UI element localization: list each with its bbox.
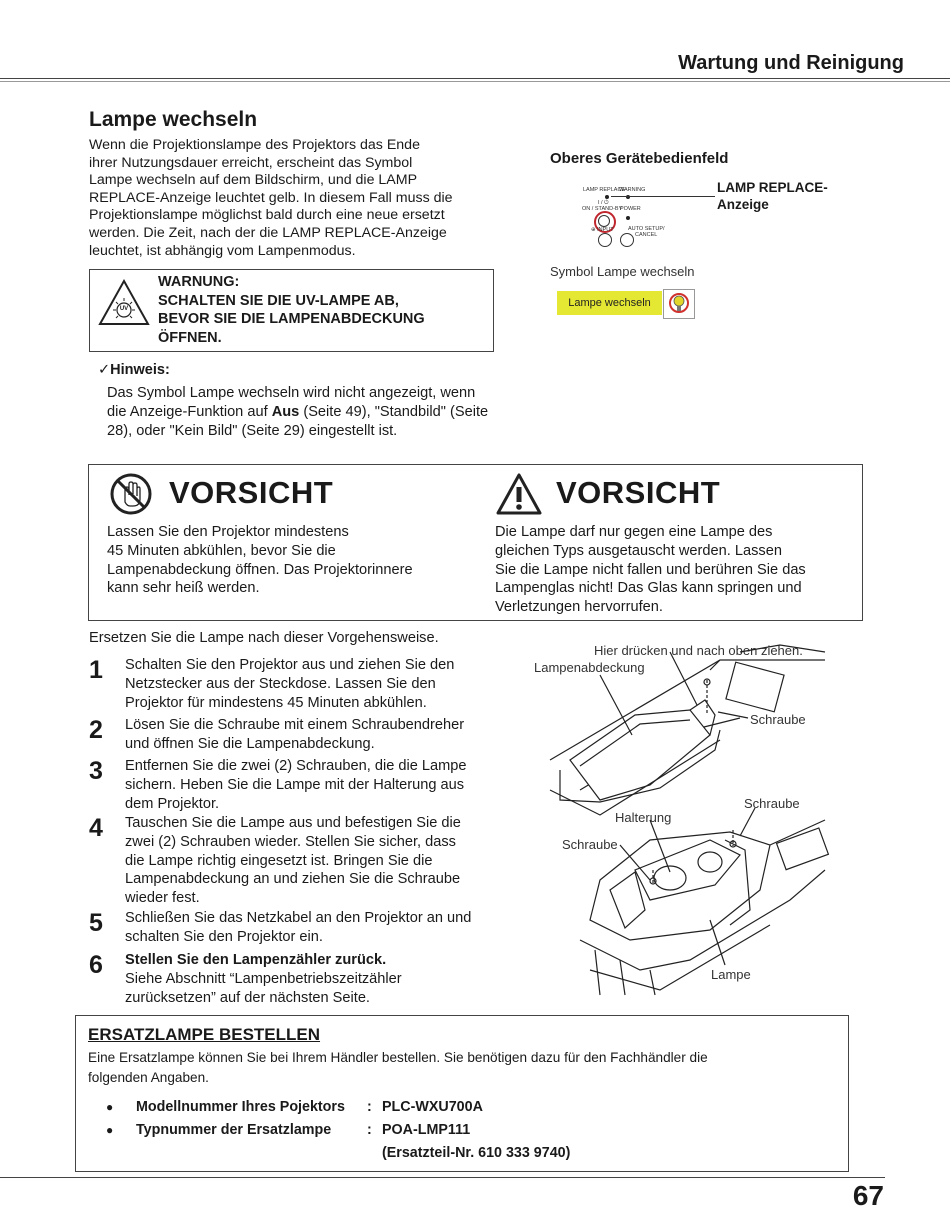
bullet: ●	[106, 1100, 114, 1114]
step-number: 5	[89, 909, 103, 937]
step-text	[125, 757, 467, 813]
tiny-auto: AUTO SETUP/	[628, 226, 665, 232]
order-item-label: Modellnummer Ihres Pojektors	[135, 1099, 345, 1115]
figure-bracket-label: Halterung	[615, 810, 672, 825]
order-extra: (Ersatzteil-Nr. 610 333 9740)	[382, 1145, 571, 1161]
tiny-input: ⊕ INPUT	[591, 227, 614, 233]
figure-screw-label-1: Schraube	[750, 712, 806, 727]
caution-right-line: Verletzungen hervorrufen.	[495, 599, 663, 616]
bullet: ●	[106, 1123, 114, 1137]
intro-line: Projektionslampe möglichst bald durch eine neue ersetzt	[89, 207, 445, 224]
uv-icon-text: UV	[119, 306, 129, 312]
warning-line: SCHALTEN SIE DIE UV-LAMPE AB,	[158, 292, 399, 309]
step-line: Lösen Sie die Schraube mit einem Schraubendreher	[125, 717, 465, 733]
step-line: und öffnen Sie die Lampenabdeckung.	[125, 735, 375, 752]
step-line: Schließen Sie das Netzkabel an den Projektor an und	[125, 910, 472, 926]
figure-cover-label: Lampenabdeckung	[534, 660, 645, 675]
order-item-colon: :	[367, 1099, 372, 1115]
figure-lamp-label: Lampe	[711, 967, 751, 982]
step-number: 2	[89, 716, 103, 744]
order-item-value: POA-LMP111	[382, 1122, 471, 1138]
step-text	[125, 656, 454, 712]
step-text	[125, 951, 402, 1007]
input-button	[598, 233, 612, 247]
warning-text	[158, 273, 425, 347]
auto-setup-button	[620, 233, 634, 247]
step-line: Siehe Abschnitt “Lampenbetriebszeitzähler	[125, 970, 402, 987]
note-line2-pre: die Anzeige-Funktion auf	[107, 404, 272, 420]
caution-left-line: Lassen Sie den Projektor mindestens	[107, 524, 349, 540]
procedure-intro: Ersetzen Sie die Lampe nach dieser Vorgehensweise.	[89, 630, 439, 646]
step-line: wieder fest.	[125, 890, 200, 907]
tiny-power: POWER	[620, 206, 641, 212]
panel-callout	[717, 179, 828, 213]
caution-right-line: Die Lampe darf nur gegen eine Lampe des	[495, 524, 773, 540]
header-rule-top	[0, 78, 950, 79]
step-line: Lampenabdeckung an und ziehen Sie die Schraube	[125, 871, 461, 888]
step-number: 4	[89, 814, 103, 842]
caution-right-text	[495, 523, 806, 617]
intro-line: leuchtet, ist abhängig vom Lampenmodus.	[89, 242, 356, 259]
order-line1: Eine Ersatzlampe können Sie bei Ihrem Händler bestellen. Sie benötigen dazu für den Fachhändler die	[88, 1050, 708, 1065]
order-item-label: Typnummer der Ersatzlampe	[135, 1122, 332, 1138]
caution-right-line: Lampenglas nicht! Das Glas kann springen und	[495, 580, 802, 597]
intro-title: Lampe wechseln	[89, 108, 258, 131]
note-line2	[107, 403, 488, 422]
step-line: die Lampe richtig eingesetzt ist. Bringen Sie die	[125, 852, 433, 869]
uv-warning-icon	[97, 278, 151, 328]
step-line: Tauschen Sie die Lampe aus und befestigen Sie die	[125, 815, 461, 831]
order-item-value: PLC-WXU700A	[382, 1099, 483, 1115]
caution-left-line: Lampenabdeckung öffnen. Das Projektorinnere	[107, 561, 413, 578]
lamp-replace-led	[605, 195, 609, 199]
step-number: 3	[89, 757, 103, 785]
no-touch-icon	[109, 472, 153, 516]
figure-top-caption: Hier drücken und nach oben ziehen.	[594, 643, 803, 658]
step-line: Schalten Sie den Projektor aus und ziehen Sie den	[125, 657, 455, 673]
note-line3: 28), oder "Kein Bild" (Seite 29) eingestellt ist.	[107, 423, 398, 439]
callout-line	[611, 196, 715, 197]
caution-right-line: Sie die Lampe nicht fallen und berühren Sie das	[495, 561, 806, 578]
warning-line: BEVOR SIE DIE LAMPENABDECKUNG	[158, 311, 425, 328]
symbol-label-text: Lampe wechseln	[568, 297, 651, 309]
header-section-title: Wartung und Reinigung	[678, 52, 904, 74]
intro-line: ihrer Nutzungsdauer erreicht, erscheint das Symbol	[89, 154, 413, 171]
figure-screw-label-2: Schraube	[744, 796, 800, 811]
order-line2: folgenden Angaben.	[88, 1070, 209, 1085]
step-number: 1	[89, 656, 103, 684]
step-line: schalten Sie den Projektor ein.	[125, 928, 323, 945]
order-item	[106, 1099, 345, 1115]
intro-line: REPLACE-Anzeige leuchtet gelb. In diesem Fall muss die	[89, 189, 453, 206]
power-led	[626, 216, 630, 220]
note-line1: Das Symbol Lampe wechseln wird nicht angezeigt, wenn	[107, 385, 476, 401]
order-text	[88, 1048, 708, 1088]
step-bold-line: Stellen Sie den Lampenzähler zurück.	[125, 952, 387, 968]
warning-box	[89, 269, 494, 352]
power-button	[598, 215, 610, 227]
order-box	[75, 1015, 849, 1172]
tiny-onstandby: ON / STAND-BY	[582, 206, 623, 212]
symbol-caption: Symbol Lampe wechseln	[550, 264, 695, 279]
panel-title: Oberes Gerätebedienfeld	[550, 150, 729, 167]
note-line2-post: (Seite 49), "Standbild" (Seite	[299, 404, 489, 420]
step-text	[125, 716, 464, 754]
note-line2-bold: Aus	[271, 404, 300, 420]
step-line: dem Projektor.	[125, 795, 220, 812]
intro-line: Wenn die Projektionslampe des Projektors das Ende	[89, 137, 420, 153]
step-number: 6	[89, 951, 103, 979]
lamp-replace-icon	[663, 289, 695, 319]
caution-left-line: kann sehr heiß werden.	[107, 580, 260, 597]
caution-left-text	[107, 523, 413, 598]
caution-left-title: VORSICHT	[169, 475, 334, 510]
step-line: sichern. Heben Sie die Lampe mit der Halterung aus	[125, 776, 465, 793]
callout-line1: LAMP REPLACE-	[717, 180, 828, 195]
lamp-replacement-illustration	[540, 640, 830, 1000]
control-panel-diagram	[578, 184, 718, 240]
step-line: Netzstecker aus der Steckdose. Lassen Sie den	[125, 675, 436, 692]
warning-line: ÖFFNEN.	[158, 329, 222, 346]
intro-line: werden. Die Zeit, nach der die LAMP REPLACE-Anzeige	[89, 224, 447, 241]
lamp-replace-symbol-label	[557, 291, 662, 315]
footer-rule	[0, 1177, 885, 1178]
warning-title: WARNUNG:	[158, 274, 240, 290]
tiny-cancel: CANCEL	[635, 232, 658, 238]
order-item-colon: :	[367, 1122, 372, 1138]
caution-left-line: 45 Minuten abkühlen, bevor Sie die	[107, 542, 336, 559]
intro-paragraph	[89, 137, 509, 260]
callout-line2: Anzeige	[717, 197, 769, 212]
caution-right-title: VORSICHT	[556, 475, 721, 510]
step-line: Projektor für mindestens 45 Minuten abkühlen.	[125, 694, 427, 711]
step-line: zwei (2) Schrauben wieder. Stellen Sie sicher, dass	[125, 833, 456, 850]
order-title: ERSATZLAMPE BESTELLEN	[88, 1025, 321, 1044]
caution-triangle-icon	[495, 472, 543, 516]
step-line: zurücksetzen” auf der nächsten Seite.	[125, 989, 370, 1006]
step-text	[125, 814, 461, 908]
header-rule-bottom	[0, 81, 950, 82]
page-number: 67	[852, 1180, 884, 1211]
note-title: ✓Hinweis:	[98, 362, 170, 378]
caution-right-line: gleichen Typs ausgetauscht werden. Lassen	[495, 542, 782, 559]
note-body	[107, 384, 488, 441]
order-item	[106, 1122, 331, 1138]
step-line: Entfernen Sie die zwei (2) Schrauben, die die Lampe	[125, 758, 467, 774]
caution-box	[88, 464, 863, 621]
tiny-lamp-replace: LAMP REPLACE	[583, 187, 626, 193]
figure-screw-label-3: Schraube	[562, 837, 618, 852]
step-text	[125, 909, 471, 947]
tiny-io: I / ⏻	[598, 200, 609, 206]
intro-line: Lampe wechseln auf dem Bildschirm, und die LAMP	[89, 172, 418, 189]
tiny-warning: WARNING	[619, 187, 646, 193]
